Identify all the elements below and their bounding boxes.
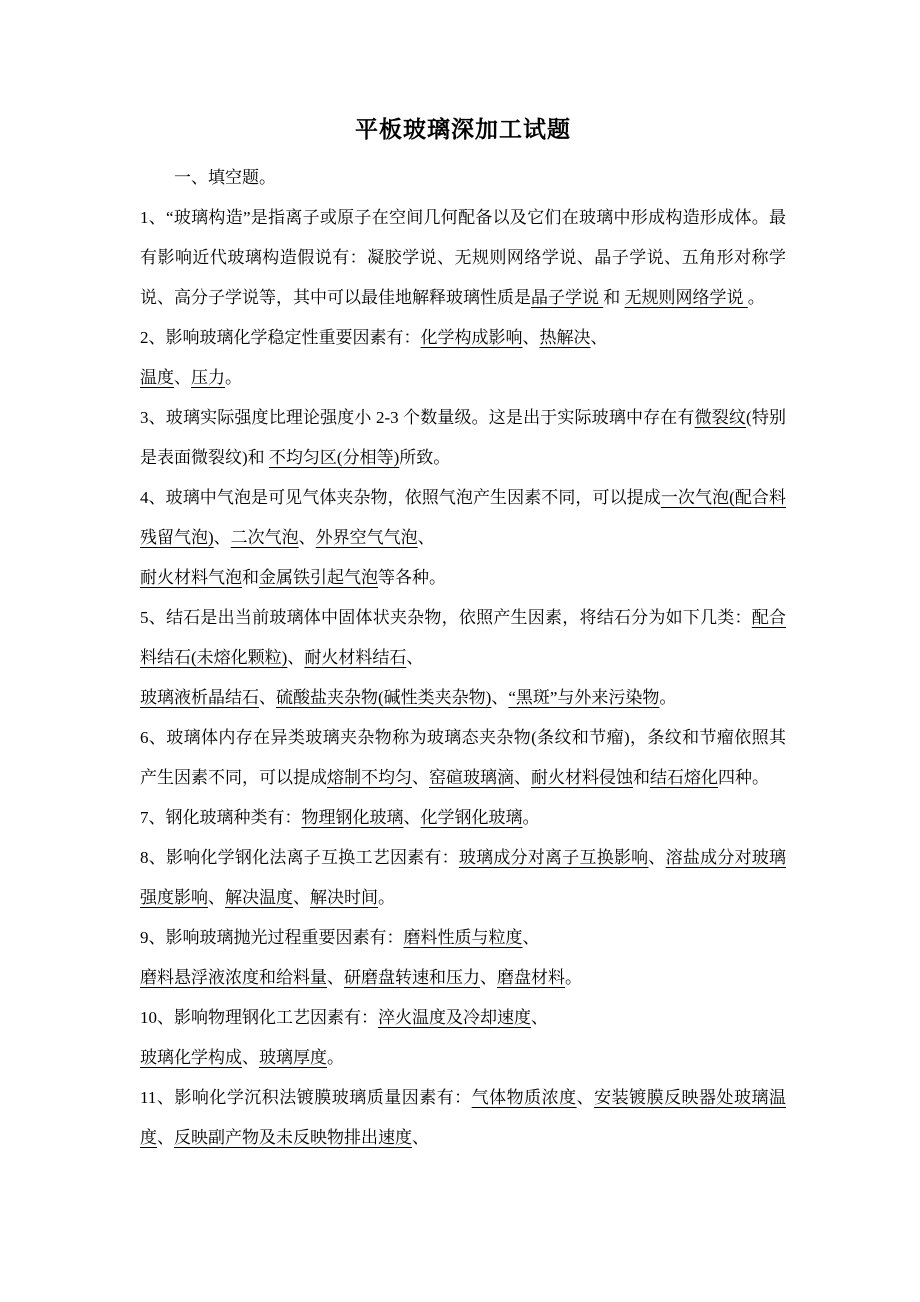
answer-blank: 安装镀膜反映器处玻璃温度 <box>140 1088 787 1147</box>
text-run: 、 <box>576 1088 595 1107</box>
answer-blank: 压力 <box>191 368 225 387</box>
text-run: 8、影响化学钢化法离子互换工艺因素有： <box>140 848 459 867</box>
paragraph <box>140 318 786 398</box>
text-run: 、 <box>522 328 540 347</box>
text-run: 、 <box>242 1048 259 1067</box>
paragraph <box>140 838 786 918</box>
paragraph <box>140 398 786 478</box>
answer-blank: 解决温度 <box>225 888 293 907</box>
text-run: 、 <box>208 888 225 907</box>
paragraph <box>140 598 786 718</box>
page-title: 平板玻璃深加工试题 <box>355 117 571 142</box>
text-run: 。 <box>659 688 677 707</box>
text-run: 。 <box>378 888 395 907</box>
answer-blank: 外界空气气泡 <box>315 528 418 547</box>
text-run: 和 <box>603 288 625 307</box>
answer-blank: 一次气泡(配合料残留气泡) <box>140 488 786 547</box>
answer-blank: 研磨盘转速和压力 <box>344 968 480 987</box>
answer-blank: 热解决 <box>539 328 591 347</box>
text-run: 一、填空题。 <box>174 168 276 187</box>
paragraph <box>140 718 786 798</box>
paragraph <box>140 798 786 838</box>
text-run: 、 <box>287 648 305 667</box>
answer-blank: 物理钢化玻璃 <box>301 808 404 827</box>
text-run: 、 <box>531 1008 548 1027</box>
answer-blank: 微裂纹 <box>694 408 747 427</box>
answer-blank: 化学钢化玻璃 <box>420 808 523 827</box>
answer-blank: 磨料性质与粒度 <box>403 928 523 947</box>
text-run: 、 <box>406 648 424 667</box>
answer-blank: 无规则网络学说 <box>624 288 748 307</box>
paragraph <box>140 478 786 598</box>
text-run: 10、影响物理钢化工艺因素有： <box>140 1008 378 1027</box>
text-run: 和 <box>633 768 650 787</box>
text-run: (特别是表面微裂纹)和 <box>140 408 786 467</box>
answer-blank: 硫酸盐夹杂物(碱性类夹杂物) <box>276 688 492 707</box>
text-run: 、 <box>327 968 344 987</box>
text-run: 、 <box>417 528 435 547</box>
text-run: 、 <box>412 1128 429 1147</box>
text-run: 3、玻璃实际强度比理论强度小 2-3 个数量级。这是出于实际玻璃中存在有 <box>140 408 695 427</box>
text-run: 。 <box>565 968 582 987</box>
answer-blank: 磨盘材料 <box>497 968 565 987</box>
text-run: 。 <box>522 808 540 827</box>
paragraph <box>140 198 786 318</box>
answer-blank: 熔制不均匀 <box>327 768 412 787</box>
text-run: 、 <box>259 688 276 707</box>
text-run: 。 <box>327 1048 344 1067</box>
answer-blank: 玻璃液析晶结石 <box>140 688 259 707</box>
answer-blank: 耐火材料侵蚀 <box>531 768 633 787</box>
answer-blank: 不均匀区(分相等) <box>268 448 400 467</box>
text-run: 4、玻璃中气泡是可见气体夹杂物，依照气泡产生因素不同，可以提成 <box>140 488 661 507</box>
text-run: 5、结石是出当前玻璃体中固体状夹杂物，依照产生因素，将结石分为如下几类： <box>140 608 752 627</box>
answer-blank: 化学构成影响 <box>420 328 523 347</box>
answer-blank: 溶盐成分对玻璃强度影响 <box>140 848 787 907</box>
text-run: 。 <box>747 288 765 307</box>
answer-blank: 晶子学说 <box>531 288 604 307</box>
answer-blank: 结石熔化 <box>650 768 718 787</box>
text-run: 和 <box>242 568 259 587</box>
text-run: 、 <box>590 328 608 347</box>
text-run: 、 <box>213 528 231 547</box>
text-run: 、 <box>491 688 509 707</box>
text-run: 等各种。 <box>378 568 446 587</box>
answer-blank: 配合料结石(未熔化颗粒) <box>140 608 787 667</box>
answer-blank: 窑碹玻璃滴 <box>429 768 514 787</box>
text-run: 、 <box>522 928 540 947</box>
text-run: 6、玻璃体内存在异类玻璃夹杂物称为玻璃态夹杂物(条纹和节瘤)，条纹和节瘤依照其产生因素不同，可以提成 <box>140 728 786 787</box>
answer-blank: 淬火温度及冷却速度 <box>378 1008 531 1027</box>
text-run: 9、影响玻璃抛光过程重要因素有： <box>140 928 404 947</box>
answer-blank: 反映副产物及未反映物排出速度 <box>174 1128 412 1147</box>
text-run: 7、钢化玻璃种类有： <box>140 808 302 827</box>
text-run: 、 <box>514 768 531 787</box>
text-run: 、 <box>157 1128 174 1147</box>
text-run: 1、“玻璃构造”是指离子或原子在空间几何配备以及它们在玻璃中形成构造形成体。最有影响近代玻璃构造假说有：凝胶学说、无规则网络学说、晶子学说、五角形对称学说、高分子学说等，其中可以最佳地解释玻璃性质是 <box>140 208 786 307</box>
text-run: 、 <box>298 528 316 547</box>
text-run: 所致。 <box>399 448 451 467</box>
text-run: 、 <box>648 848 666 867</box>
text-run: 11、影响化学沉积法镀膜玻璃质量因素有： <box>140 1088 472 1107</box>
text-run: 、 <box>403 808 421 827</box>
answer-blank: 玻璃厚度 <box>259 1048 327 1067</box>
paragraph <box>140 918 786 998</box>
answer-blank: 耐火材料气泡 <box>140 568 242 587</box>
text-run: 四种。 <box>718 768 769 787</box>
document-body <box>140 158 786 1158</box>
answer-blank: 二次气泡 <box>230 528 299 547</box>
answer-blank: 金属铁引起气泡 <box>259 568 378 587</box>
text-run: 、 <box>412 768 429 787</box>
paragraph <box>140 998 786 1078</box>
text-run: 、 <box>480 968 497 987</box>
paragraph <box>140 158 786 198</box>
answer-blank: 气体物质浓度 <box>471 1088 577 1107</box>
paragraph <box>140 1078 786 1158</box>
answer-blank: 耐火材料结石 <box>304 648 407 667</box>
answer-blank: “黑斑”与外来污染物 <box>508 688 660 707</box>
text-run: 。 <box>225 368 242 387</box>
answer-blank: 温度 <box>140 368 174 387</box>
text-run: 、 <box>293 888 310 907</box>
answer-blank: 磨料悬浮液浓度和给料量 <box>140 968 327 987</box>
answer-blank: 玻璃化学构成 <box>140 1048 242 1067</box>
answer-blank: 玻璃成分对离子互换影响 <box>458 848 649 867</box>
text-run: 、 <box>174 368 191 387</box>
answer-blank: 解决时间 <box>310 888 378 907</box>
text-run: 2、影响玻璃化学稳定性重要因素有： <box>140 328 421 347</box>
